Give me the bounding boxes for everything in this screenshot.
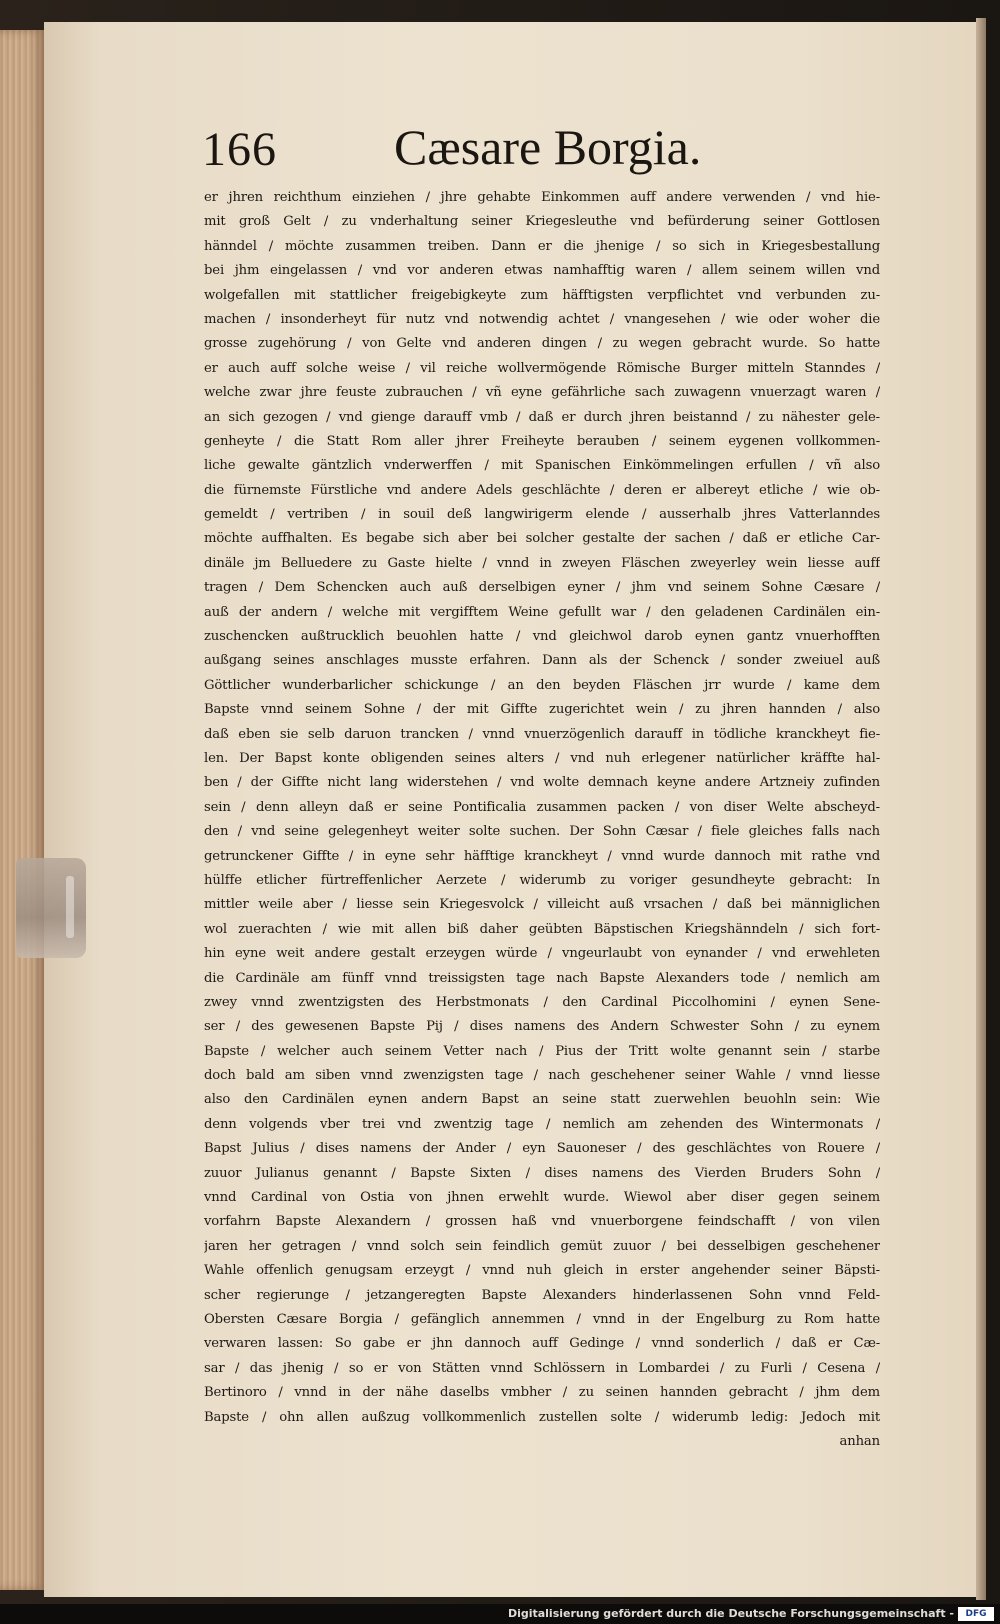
text-line: Obersten Cæsare Borgia / gefänglich annemmen / vnnd in der Engelburg zu Rom hatte	[204, 1311, 880, 1327]
text-line: getrunckener Giffte / in eyne sehr häfftige kranckheyt / vnnd wurde dannoch mit rathe vnd	[204, 848, 880, 864]
text-line: len. Der Bapst konte obligenden seines alters / vnd nuh erlegener natürlicher kräffte hal-	[204, 750, 880, 766]
text-line: Bertinoro / vnnd in der nähe daselbs vmbher / zu seinen hannden gebracht / jhm dem	[204, 1385, 880, 1401]
text-line: mit groß Gelt / zu vnderhaltung seiner Kriegesleuthe vnd befürderung seiner Gottlosen	[204, 214, 880, 230]
text-line: ser / des gewesenen Bapste Pij / dises namens des Andern Schwester Sohn / zu eynem	[204, 1019, 880, 1035]
text-line: welche zwar jhre feuste zubrauchen / vñ eyne gefährliche sach zuwagenn vnuerzagt waren /	[204, 385, 880, 401]
text-line: tragen / Dem Schencken auch auß derselbigen eyner / jhm vnd seinem Sohne Cæsare /	[204, 580, 880, 596]
text-line: scher regierunge / jetzangeregten Bapste Alexanders hinderlassenen Sohn vnnd Feld-	[204, 1287, 880, 1303]
text-line: denn volgends vber trei vnd zwentzig tage / nemlich am zehenden des Wintermonats /	[204, 1116, 880, 1132]
text-line: hülffe etlicher fürtreffenlicher Aerzete / widerumb zu voriger gesundheyte gebracht: In	[204, 872, 880, 888]
footer-credit: Digitalisierung gefördert durch die Deutsche Forschungsgemeinschaft -	[507, 1607, 954, 1620]
text-line: er jhren reichthum einziehen / jhre gehabte Einkommen auff andere verwenden / vnd hie-	[204, 190, 880, 205]
text-line: er auch auff solche weise / vil reiche wollvermögende Römische Burger mitteln Stanndes /	[204, 360, 880, 376]
text-line: ben / der Giffte nicht lang widerstehen / vnd wolte demnach keyne andere Artzneiy zufinden	[204, 775, 880, 791]
page-number: 166	[202, 123, 277, 176]
text-line: zwey vnnd zwentzigsten des Herbstmonats / den Cardinal Piccolhomini / eynen Sene-	[204, 994, 880, 1010]
text-line: zuuor Julianus genannt / Bapste Sixten / dises namens des Vierden Bruders Sohn /	[204, 1165, 880, 1181]
text-line: daß eben sie selb daruon trancken / vnnd vnuerzögenlich darauff in tödliche kranckheyt fie-	[204, 726, 880, 742]
text-line: dinäle jm Belluedere zu Gaste hielte / vnnd in zweyen Fläschen zweyerley wein liesse auff	[204, 555, 880, 571]
text-line: den / vnd seine gelegenheyt weiter solte suchen. Der Sohn Cæsar / fiele gleiches falls nach	[204, 824, 880, 840]
text-line: gemeldt / vertriben / in souil deß langwirigerm elende / ausserhalb jhres Vatterlanndes	[204, 507, 880, 523]
footer-bar	[0, 1604, 1000, 1624]
text-line: also den Cardinälen eynen andern Bapst an seine statt zuerwehlen beuohln sein: Wie	[204, 1092, 880, 1108]
text-line: die Cardinäle am fünff vnnd treissigsten tage nach Bapste Alexanders tode / nemlich am	[204, 970, 880, 986]
text-line: möchte auffhalten. Es begabe sich aber bei solcher gestalte der sachen / daß er etliche Car-	[204, 531, 880, 547]
text-line: hin eyne weit andere gestalt erzeygen würde / vngeurlaubt von eynander / vnd erwehleten	[204, 946, 880, 962]
running-title: Cæsare Borgia.	[394, 119, 702, 175]
text-line: anhan	[839, 1433, 880, 1449]
text-line: Göttlicher wunderbarlicher schickunge / an den beyden Fläschen jrr wurde / kame dem	[204, 677, 880, 693]
text-line: sar / das jhenig / so er von Stätten vnnd Schlössern in Lombardei / zu Furli / Cesena /	[204, 1360, 880, 1376]
text-line: genheyte / die Statt Rom aller jhrer Freiheyte berauben / seinem eygenen vollkommen-	[204, 433, 880, 449]
text-line: Bapste / welcher auch seinem Vetter nach / Pius der Tritt wolte genannt sein / starbe	[204, 1043, 880, 1059]
body-text	[204, 186, 880, 1454]
text-line: Bapste / ohn allen außzug vollkommenlich zustellen solte / widerumb ledig: Jedoch mit	[204, 1409, 880, 1425]
text-line: vnnd Cardinal von Ostia von jhnen erwehlt wurde. Wiewol aber diser gegen seinem	[204, 1190, 880, 1206]
text-line: doch bald am siben vnnd zwenzigsten tage / nach geschehener seiner Wahle / vnnd liesse	[204, 1068, 880, 1084]
book-page-edges	[0, 30, 44, 1590]
text-line: auß der andern / welche mit vergifftem Weine gefullt war / den geladenen Cardinälen ein-	[204, 604, 880, 620]
text-line: außgang seines anschlages musste erfahren. Dann als der Schenck / sonder zweiuel auß	[204, 653, 880, 669]
text-line: mittler weile aber / liesse sein Kriegesvolck / villeicht auß vrsachen / daß bei männiglichen	[204, 897, 880, 913]
text-line: hänndel / möchte zusammen treiben. Dann er die jhenige / so sich in Kriegesbestallung	[204, 238, 880, 254]
text-line: grosse zugehörung / von Gelte vnd anderen dingen / zu wegen gebracht wurde. So hatte	[204, 336, 880, 352]
text-line: Bapste vnnd seinem Sohne / der mit Giffte zugerichtet wein / zu jhren hannden / also	[204, 702, 880, 718]
text-line: an sich gezogen / vnd gienge darauff vmb / daß er durch jhren beistannd / zu nähester gele-	[204, 409, 880, 425]
text-line: zuschencken außtrucklich beuohlen hatte / vnd gleichwol darob eynen gantz vnuerhofften	[204, 629, 880, 645]
page-header	[202, 118, 762, 190]
text-line: vorfahrn Bapste Alexandern / grossen haß vnd vnuerborgene feindschafft / von vilen	[204, 1214, 880, 1230]
dfg-logo: DFG	[958, 1607, 994, 1621]
page-shadow	[976, 18, 986, 1600]
text-line: verwaren lassen: So gabe er jhn dannoch auff Gedinge / vnnd sonderlich / daß er Cæ-	[204, 1336, 880, 1352]
bookmark-tab	[16, 858, 86, 958]
text-line: machen / insonderheyt für nutz vnd notwendig achtet / vnangesehen / wie oder woher die	[204, 311, 880, 327]
text-line: wolgefallen mit stattlicher freigebigkeyte zum häfftigsten verpflichtet vnd verbunden zu-	[204, 287, 880, 303]
text-line: die fürnemste Fürstliche vnd andere Adels geschlächte / deren er albereyt etliche / wie ob-	[204, 482, 880, 498]
text-line: Bapst Julius / dises namens der Ander / eyn Sauoneser / des geschlächtes von Rouere /	[204, 1141, 880, 1157]
text-line: wol zuerachten / wie mit allen biß daher geübten Bäpstischen Kriegshänndeln / sich fort-	[204, 921, 880, 937]
text-line: sein / denn alleyn daß er seine Pontificalia zusammen packen / von diser Welte abscheyd-	[204, 799, 880, 815]
text-line: jaren her getragen / vnnd solch sein feindlich gemüt zuuor / bei desselbigen geschehener	[204, 1238, 880, 1254]
text-line: Wahle offenlich genugsam erzeygt / vnnd nuh gleich in erster angehender seiner Bäpsti-	[204, 1263, 880, 1279]
text-line: bei jhm eingelassen / vnd vor anderen etwas namhafftig waren / allem seinem willen vnd	[204, 263, 880, 279]
text-line: liche gewalte gäntzlich vnderwerffen / mit Spanischen Einkömmelingen erfullen / vñ also	[204, 458, 880, 474]
